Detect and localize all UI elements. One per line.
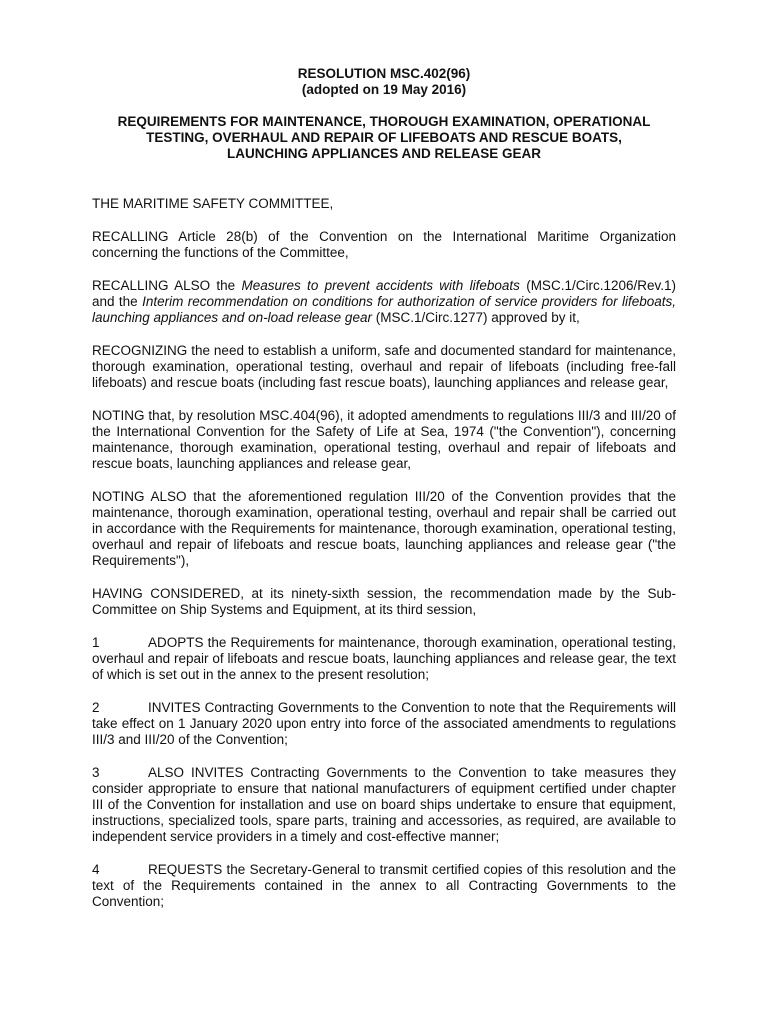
title-line-1: REQUIREMENTS FOR MAINTENANCE, THOROUGH EXAMINATION, OPERATIONAL — [117, 114, 651, 129]
adoption-date: (adopted on 19 May 2016) — [301, 82, 467, 97]
operative-text: ADOPTS the Requirements for maintenance, thorough examination, operational testing, overhaul and repair of lifeboats and rescue boats, launching appliances and release gear, the text of which is set out in the annex to the present resolution; — [92, 635, 676, 682]
operative-paragraph-2 — [92, 700, 676, 748]
operative-text: INVITES Contracting Governments to the Convention to note that the Requirements will take effect on 1 January 2020 upon entry into force of the associated amendments to regulations III/3 and III/20 of the Convention; — [92, 700, 676, 747]
resolution-body — [92, 196, 676, 910]
paragraph-number: 4 — [92, 862, 100, 877]
recalling-also-paragraph — [92, 278, 676, 326]
having-considered-paragraph: HAVING CONSIDERED, at its ninety-sixth session, the recommendation made by the Sub-Committee on Ship Systems and Equipment, at its third session, — [92, 586, 676, 617]
paragraph-number: 2 — [92, 700, 100, 715]
recalling-paragraph: RECALLING Article 28(b) of the Convention on the International Maritime Organization concerning the functions of the Committee, — [92, 229, 676, 260]
operative-text: REQUESTS the Secretary-General to transmit certified copies of this resolution and the text of the Requirements contained in the annex to all Contracting Governments to the Convention; — [92, 862, 676, 909]
recognizing-paragraph: RECOGNIZING the need to establish a uniform, safe and documented standard for maintenance, thorough examination, operational testing, overhaul and repair of lifeboats (including free-fall lifeboats) and rescue boats (including fast rescue boats), launching appliances and release gear, — [92, 343, 676, 390]
operative-paragraph-4 — [92, 862, 676, 910]
resolution-number: RESOLUTION MSC.402(96) — [297, 66, 471, 81]
operative-paragraph-1 — [92, 635, 676, 683]
operative-text: ALSO INVITES Contracting Governments to the Convention to take measures they consider appropriate to ensure that national manufacturers of equipment certified under chapter III of the Convention for installation and use on board ships undertake to ensure that equipment, instructions, specialized tools, spare parts, training and accessories, as required, are available to independent service providers in a timely and cost-effective manner; — [92, 765, 676, 844]
committee-heading: THE MARITIME SAFETY COMMITTEE, — [92, 196, 334, 211]
title-line-2: TESTING, OVERHAUL AND REPAIR OF LIFEBOATS AND RESCUE BOATS, — [146, 130, 622, 145]
paragraph-number: 3 — [92, 765, 100, 780]
document-header — [92, 66, 676, 162]
paragraph-number: 1 — [92, 635, 100, 650]
recalling-also-doc-title-1: Measures to prevent accidents with lifeboats — [241, 278, 520, 293]
title-line-3: LAUNCHING APPLIANCES AND RELEASE GEAR — [226, 146, 542, 161]
noting-also-paragraph: NOTING ALSO that the aforementioned regulation III/20 of the Convention provides that the maintenance, thorough examination, operational testing, overhaul and repair shall be carried out in accordance with the Requirements for maintenance, thorough examination, operational testing, overhaul and repair of lifeboats and rescue boats, launching appliances and release gear ("the Requirements"), — [92, 489, 676, 568]
recalling-also-text-2: (MSC.1/Circ.1206/Rev.1) and the — [92, 278, 676, 309]
operative-paragraph-3 — [92, 765, 676, 845]
recalling-also-doc-title-2: Interim recommendation on conditions for authorization of service providers for lifeboats, launching appliances and on-load release gear — [92, 294, 676, 325]
recalling-also-text-1: RECALLING ALSO the — [92, 278, 242, 293]
noting-paragraph: NOTING that, by resolution MSC.404(96), it adopted amendments to regulations III/3 and III/20 of the International Convention for the Safety of Life at Sea, 1974 ("the Convention"), concerning maintenance, thorough examination, operational testing, overhaul and repair of lifeboats and rescue boats, launching appliances and release gear, — [92, 408, 676, 471]
recalling-also-text-3: (MSC.1/Circ.1277) approved by it, — [371, 310, 580, 325]
